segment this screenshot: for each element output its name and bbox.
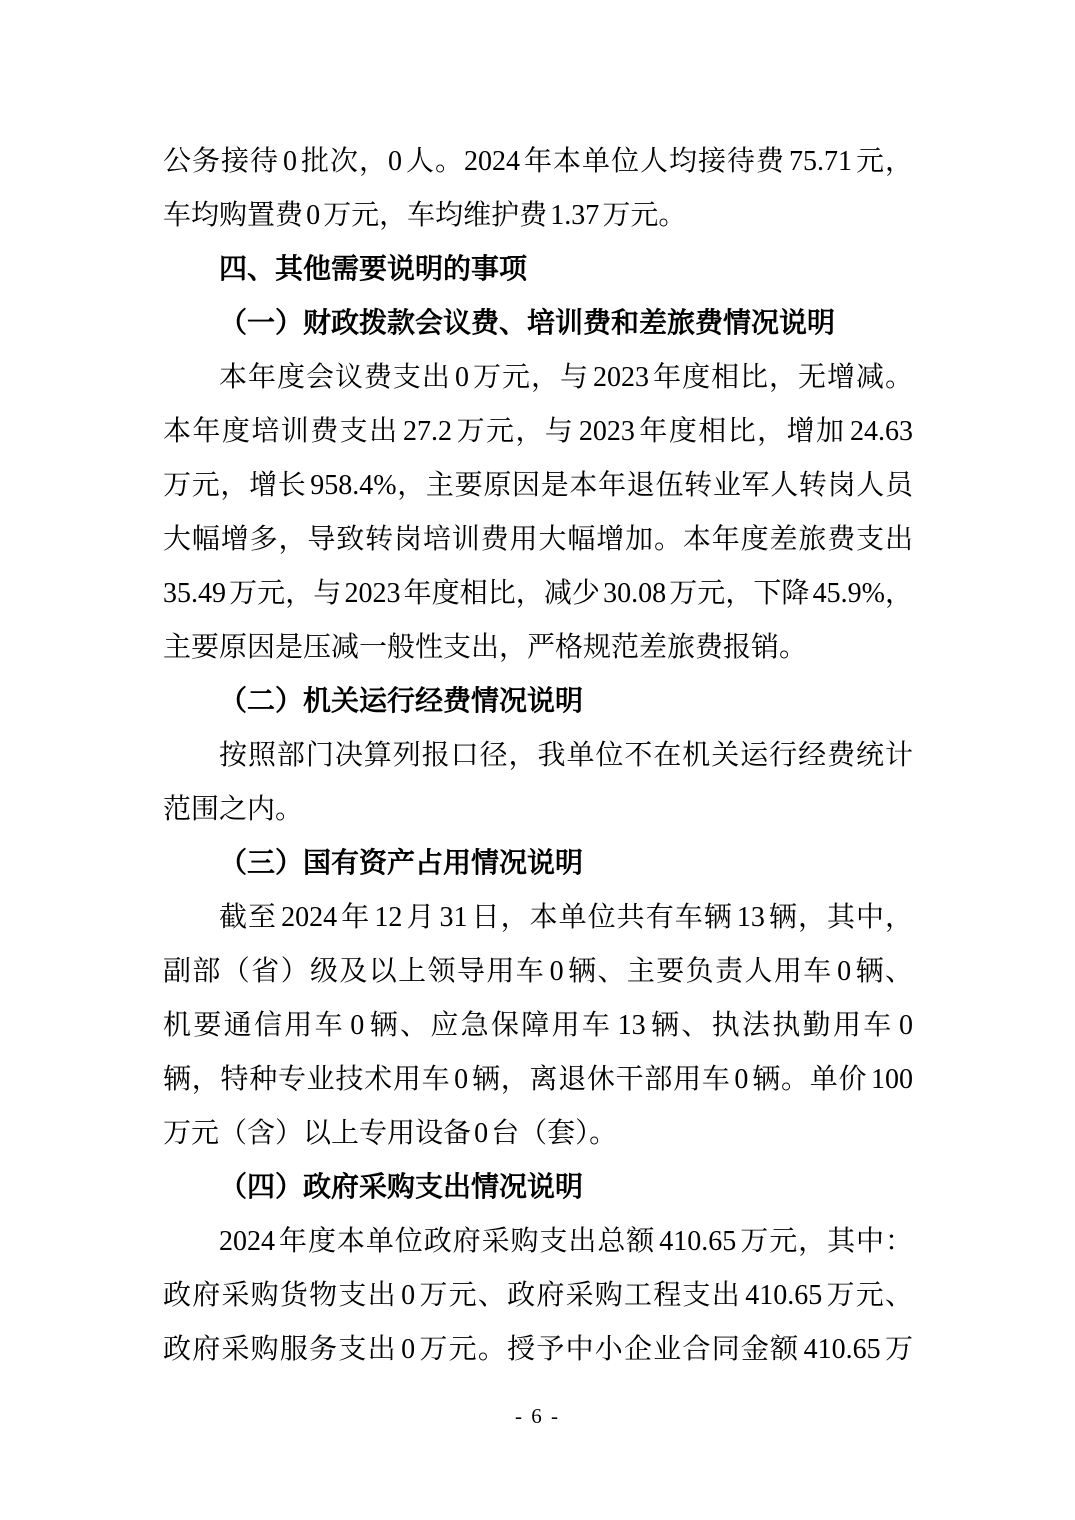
text-line: 副部（省）级及以上领导用车 0 辆、主要负责人用车 0 辆、 bbox=[163, 956, 913, 987]
text-line: 万元，增长 958.4%，主要原因是本年退伍转业军人转岗人员 bbox=[163, 470, 913, 501]
text-line: 2024 年度本单位政府采购支出总额 410.65 万元，其中： bbox=[219, 1226, 913, 1257]
text-line: 本年度会议费支出 0 万元，与 2023 年度相比，无增减。 bbox=[219, 362, 913, 393]
text-line: （一）财政拨款会议费、培训费和差旅费情况说明 bbox=[219, 308, 836, 339]
text-line: 政府采购货物支出 0 万元、政府采购工程支出 410.65 万元、 bbox=[163, 1280, 913, 1311]
text-line: 35.49 万元，与 2023 年度相比，减少 30.08 万元，下降 45.9%， bbox=[163, 578, 913, 609]
page-number: - 6 - bbox=[515, 1404, 560, 1428]
text-line: 本年度培训费支出 27.2 万元，与 2023 年度相比，增加 24.63 bbox=[163, 416, 913, 447]
text-line: （三）国有资产占用情况说明 bbox=[219, 848, 584, 879]
text-line: 截至 2024 年 12 月 31 日，本单位共有车辆 13 辆，其中， bbox=[219, 902, 913, 933]
paragraph bbox=[163, 351, 913, 675]
paragraph bbox=[163, 1215, 913, 1377]
text-line: 机要通信用车 0 辆、应急保障用车 13 辆、执法执勤用车 0 bbox=[163, 1010, 913, 1041]
text-line: 按照部门决算列报口径，我单位不在机关运行经费统计 bbox=[219, 740, 913, 771]
text-line: （四）政府采购支出情况说明 bbox=[219, 1172, 584, 1203]
section-heading bbox=[163, 675, 913, 729]
text-line: 万元（含）以上专用设备 0 台（套）。 bbox=[163, 1118, 618, 1149]
section-heading bbox=[163, 1161, 913, 1215]
paragraph bbox=[163, 135, 913, 243]
text-line: 公务接待 0 批次，0 人。2024 年本单位人均接待费 75.71 元， bbox=[163, 146, 913, 177]
paragraph bbox=[163, 729, 913, 837]
text-line: 四、其他需要说明的事项 bbox=[219, 254, 528, 285]
text-line: 大幅增多，导致转岗培训费用大幅增加。本年度差旅费支出 bbox=[163, 524, 913, 555]
section-heading bbox=[163, 297, 913, 351]
text-line: 主要原因是压减一般性支出，严格规范差旅费报销。 bbox=[163, 632, 808, 663]
document-body bbox=[163, 135, 913, 1377]
paragraph bbox=[163, 891, 913, 1161]
text-line: 辆，特种专业技术用车 0 辆，离退休干部用车 0 辆。单价 100 bbox=[163, 1064, 913, 1095]
text-line: 车均购置费 0 万元，车均维护费 1.37 万元。 bbox=[163, 200, 687, 231]
text-line: 政府采购服务支出 0 万元。授予中小企业合同金额 410.65 万 bbox=[163, 1334, 913, 1365]
section-heading bbox=[163, 837, 913, 891]
section-heading bbox=[163, 243, 913, 297]
text-line: （二）机关运行经费情况说明 bbox=[219, 686, 584, 717]
text-line: 范围之内。 bbox=[163, 794, 304, 825]
